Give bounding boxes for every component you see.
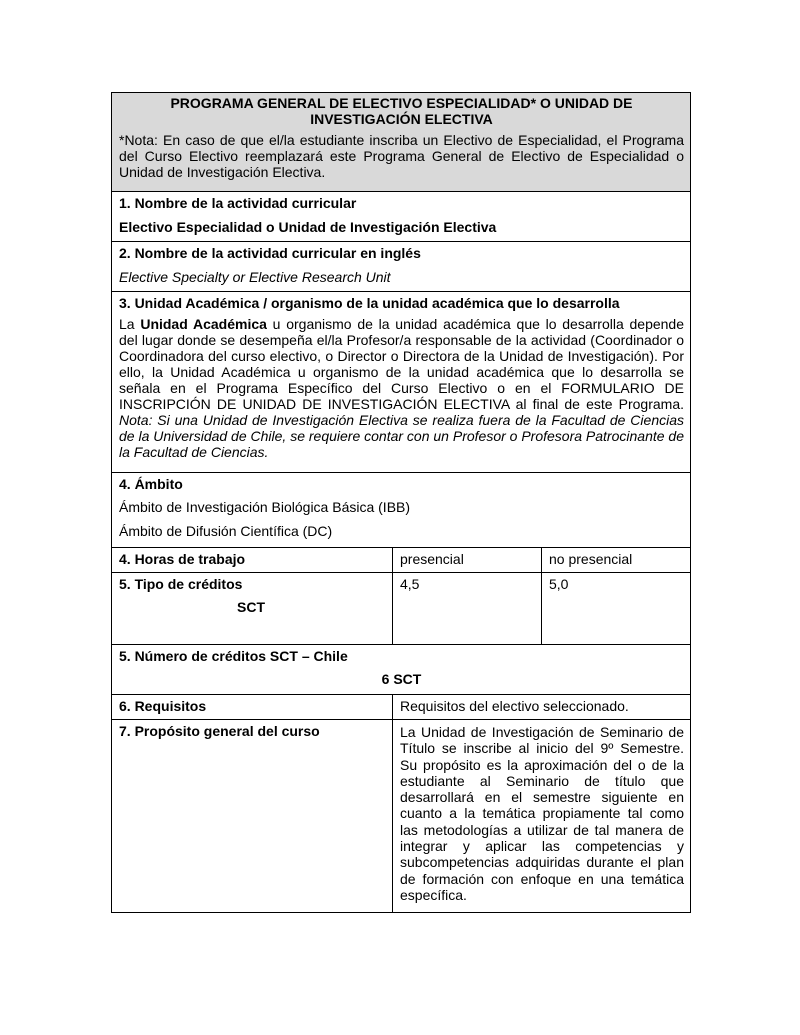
scope-item-dc: Ámbito de Difusión Científica (DC) bbox=[119, 523, 333, 539]
program-title-line2: INVESTIGACIÓN ELECTIVA bbox=[310, 111, 493, 127]
section-2-row bbox=[112, 242, 691, 292]
credits-number-row bbox=[112, 645, 691, 695]
credits-number-label: 5. Número de créditos SCT – Chile bbox=[119, 648, 348, 664]
header-row bbox=[112, 93, 691, 192]
purpose-value: La Unidad de Investigación de Seminario de Título se inscribe al inicio del 9º Semestre. Su propósito es la aproximación del o de la estudiante al Seminario de título que desarrollará en el semestre siguiente en cuanto a la temática propiamente tal como las metodologías a utilizar de tal manera de integrar y aplicar las competencias y subcompetencias adquiridas durante el plan de formación con enfoque en una temática específica. bbox=[400, 724, 684, 903]
section-3-text-start: La bbox=[119, 316, 141, 332]
hours-row bbox=[112, 548, 691, 573]
section-3-label: 3. Unidad Académica / organismo de la unidad académica que lo desarrolla bbox=[119, 295, 620, 311]
credits-presencial-cell bbox=[393, 573, 542, 645]
hours-presencial-cell bbox=[393, 548, 542, 573]
section-1-label: 1. Nombre de la actividad curricular bbox=[119, 195, 357, 211]
credits-type-sct: SCT bbox=[237, 599, 265, 615]
hours-label: 4. Horas de trabajo bbox=[119, 551, 246, 567]
hours-no-presencial-cell bbox=[542, 548, 691, 573]
section-2-value: Elective Specialty or Elective Research Unit bbox=[119, 269, 391, 285]
requirements-label-cell bbox=[112, 695, 393, 720]
credits-type-label: 5. Tipo de créditos bbox=[119, 576, 243, 592]
hours-label-cell bbox=[112, 548, 393, 573]
purpose-label: 7. Propósito general del curso bbox=[119, 723, 320, 739]
section-3-bold-term: Unidad Académica bbox=[140, 316, 267, 332]
scope-item-ibb: Ámbito de Investigación Biológica Básica (IBB) bbox=[119, 499, 411, 515]
section-1-value: Electivo Especialidad o Unidad de Investigación Electiva bbox=[119, 219, 497, 235]
section-1-cell bbox=[112, 192, 691, 242]
requirements-value-cell bbox=[393, 695, 691, 720]
requirements-row bbox=[112, 695, 691, 720]
section-1-row bbox=[112, 192, 691, 242]
credits-number-cell bbox=[112, 645, 691, 695]
credits-no-presencial: 5,0 bbox=[549, 576, 569, 592]
header-cell bbox=[112, 93, 691, 192]
credits-type-row bbox=[112, 573, 691, 645]
purpose-label-cell bbox=[112, 720, 393, 913]
requirements-value: Requisitos del electivo seleccionado. bbox=[400, 698, 629, 714]
section-4-cell bbox=[112, 473, 691, 548]
section-3-cell bbox=[112, 292, 691, 473]
credits-type-label-cell bbox=[112, 573, 393, 645]
section-3-row bbox=[112, 292, 691, 473]
header-note: *Nota: En caso de que el/la estudiante inscriba un Electivo de Especialidad, el Programa del Curso Electivo reemplazará este Programa General de Electivo de Especialidad o Unidad de Investigación Electiva. bbox=[119, 132, 684, 180]
section-3-note: Nota: Si una Unidad de Investigación Electiva se realiza fuera de la Facultad de Ciencias de la Universidad de Chile, se requiere contar con un Profesor o Profesora Patrocinante de la Facultad de Ciencias. bbox=[119, 412, 684, 460]
section-4-label: 4. Ámbito bbox=[119, 476, 183, 492]
section-3-paragraph bbox=[119, 316, 684, 460]
program-title bbox=[119, 95, 684, 127]
program-form-table bbox=[111, 92, 691, 913]
purpose-value-cell bbox=[393, 720, 691, 913]
section-2-cell bbox=[112, 242, 691, 292]
program-title-line1: PROGRAMA GENERAL DE ELECTIVO ESPECIALIDAD* O UNIDAD DE bbox=[170, 95, 633, 111]
section-4-row bbox=[112, 473, 691, 548]
credits-number-value: 6 SCT bbox=[381, 671, 422, 687]
credits-no-presencial-cell bbox=[542, 573, 691, 645]
section-3-text-rest: u organismo de la unidad académica que lo desarrolla depende del lugar donde se desempeña el/la Profesor/a responsable de la actividad (Coordinador o Coordinadora del curso electivo, o Director o Directora de la Unidad de Investigación). Por ello, la Unidad Académica u organismo de la unidad académica que lo desarrolla se señala en el Programa Específico del Curso Electivo o en el FORMULARIO DE INSCRIPCIÓN DE UNIDAD DE INVESTIGACIÓN ELECTIVA al final de este Programa. bbox=[119, 316, 684, 412]
section-2-label: 2. Nombre de la actividad curricular en inglés bbox=[119, 245, 421, 261]
hours-no-presencial: no presencial bbox=[549, 551, 633, 567]
credits-presencial: 4,5 bbox=[400, 576, 420, 592]
requirements-label: 6. Requisitos bbox=[119, 698, 207, 714]
purpose-row bbox=[112, 720, 691, 913]
hours-presencial: presencial bbox=[400, 551, 464, 567]
